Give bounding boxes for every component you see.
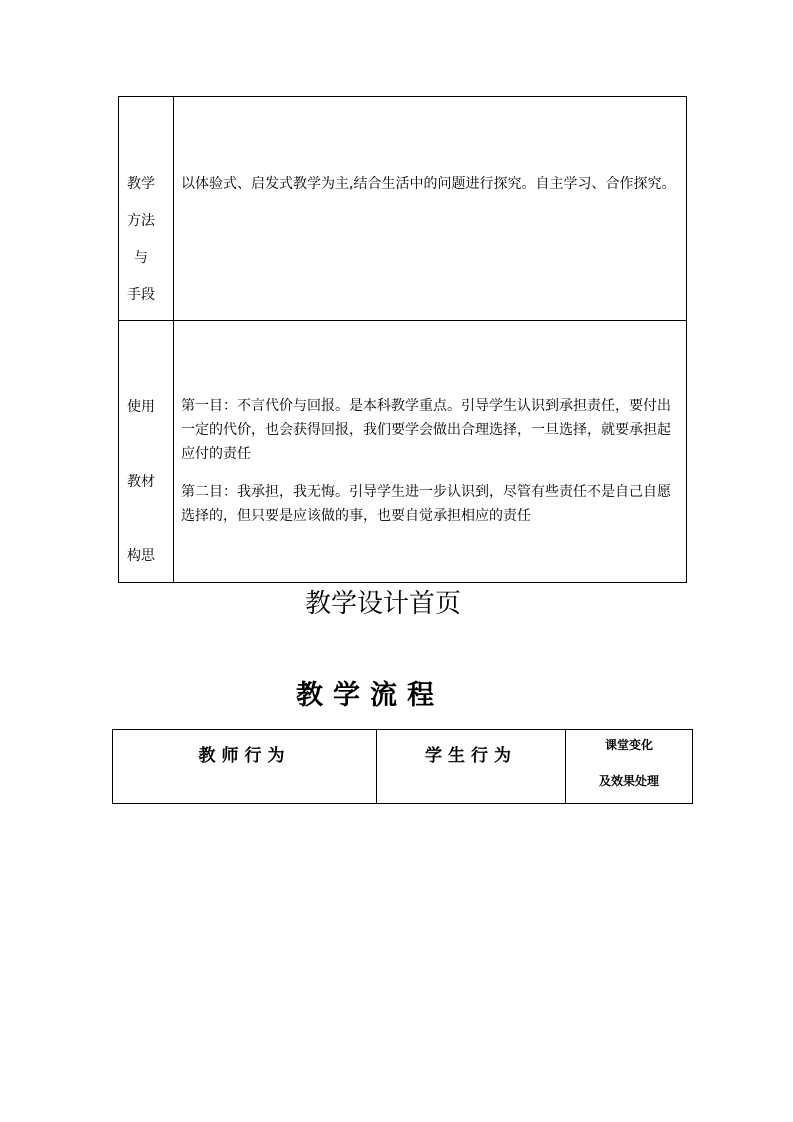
teaching-flow-table xyxy=(112,729,693,804)
class-change-header-cell xyxy=(566,730,693,804)
student-behavior-header-cell xyxy=(377,730,566,804)
teaching-method-label-line: 与 xyxy=(134,250,148,266)
teaching-method-label-line: 方法 xyxy=(127,213,155,229)
teaching-method-content-cell xyxy=(174,97,687,321)
page-title-home: 教学设计首页 xyxy=(304,589,461,619)
section-title-flow: 教学流程 xyxy=(296,680,444,711)
teaching-method-row xyxy=(119,97,687,321)
flow-header-row xyxy=(113,730,693,804)
teaching-method-label-cell xyxy=(119,97,174,321)
class-change-header-line1: 课堂变化 xyxy=(604,738,653,752)
teacher-behavior-header: 教师行为 xyxy=(198,746,291,766)
lesson-info-table xyxy=(118,96,687,583)
teaching-method-label-line: 教学 xyxy=(127,176,155,192)
teaching-method-label-line: 手段 xyxy=(127,287,155,303)
materials-paragraph-1: 第一目：不言代价与回报。是本科教学重点。引导学生认识到承担责任，要付出一定的代价，也会获得回报，我们要学会做出合理选择，一旦选择，就要承担起应付的责任 xyxy=(181,398,671,462)
materials-concept-label-line: 构思 xyxy=(127,548,155,564)
materials-concept-label-line: 教材 xyxy=(127,474,155,490)
materials-concept-label-line: 使用 xyxy=(127,399,155,415)
class-change-header-line2: 及效果处理 xyxy=(598,774,659,788)
teacher-behavior-header-cell xyxy=(113,730,377,804)
materials-concept-label-cell xyxy=(119,321,174,583)
materials-concept-row xyxy=(119,321,687,583)
materials-concept-content-cell xyxy=(174,321,687,583)
teaching-method-text: 以体验式、启发式教学为主,结合生活中的问题进行探究。自主学习、合作探究。 xyxy=(181,176,676,192)
student-behavior-header: 学生行为 xyxy=(425,746,517,766)
materials-paragraph-2: 第二目：我承担，我无悔。引导学生进一步认识到，尽管有些责任不是自己自愿选择的，但只要是应该做的事，也要自觉承担相应的责任 xyxy=(181,484,671,524)
